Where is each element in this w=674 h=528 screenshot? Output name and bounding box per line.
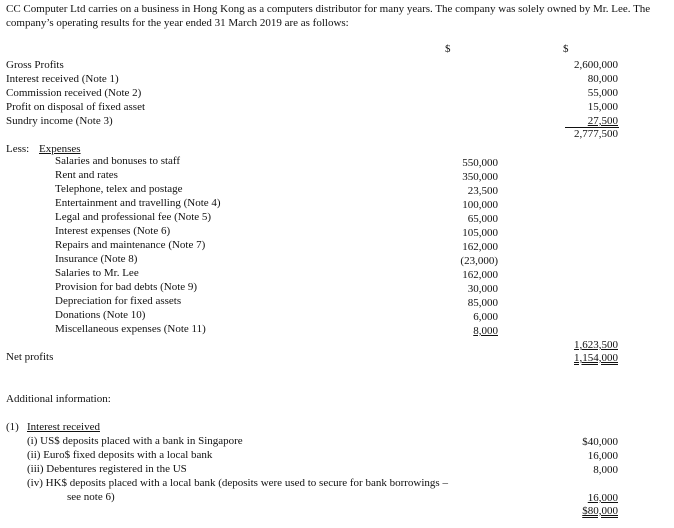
- expense-label: Salaries to Mr. Lee: [55, 267, 139, 279]
- expense-amount: 6,000: [473, 311, 498, 323]
- expense-label: Legal and professional fee (Note 5): [55, 211, 212, 223]
- expense-amount: 162,000: [462, 269, 498, 281]
- net-profit-amount: 1,154,000: [574, 352, 618, 364]
- income-label-gross-profits: Gross Profits: [6, 59, 64, 71]
- expense-amount: 30,000: [467, 283, 498, 295]
- income-amount-sundry: 27,500: [587, 115, 618, 127]
- note1-total: $80,000: [582, 505, 618, 517]
- income-amount-gross-profits: 2,600,000: [574, 59, 618, 71]
- note1-item-amount: $40,000: [582, 436, 618, 448]
- income-label-interest-received: Interest received (Note 1): [6, 73, 119, 85]
- currency-header-col2: $: [563, 43, 569, 55]
- expense-amount: 105,000: [462, 227, 498, 239]
- net-profit-label: Net profits: [6, 351, 54, 363]
- note1-item-amount: 8,000: [593, 464, 618, 476]
- expense-label: Insurance (Note 8): [55, 253, 138, 265]
- income-label-profit-disposal: Profit on disposal of fixed asset: [6, 101, 146, 113]
- income-amount-commission: 55,000: [587, 87, 618, 99]
- income-label-commission: Commission received (Note 2): [6, 87, 142, 99]
- note1-title: Interest received: [27, 421, 100, 433]
- expense-label: Salaries and bonuses to staff: [55, 155, 181, 167]
- note1-item-label: (iii) Debentures registered in the US: [27, 463, 187, 475]
- income-label-sundry: Sundry income (Note 3): [6, 115, 113, 127]
- less-label: Less:: [6, 143, 30, 155]
- expense-amount: 550,000: [462, 157, 498, 169]
- expense-label: Miscellaneous expenses (Note 11): [55, 323, 206, 335]
- expense-amount: (23,000): [460, 255, 498, 267]
- income-total: 2,777,500: [574, 128, 618, 140]
- note1-item4-continuation: see note 6): [67, 491, 115, 503]
- note1-number: (1): [6, 421, 19, 433]
- expense-amount: 23,500: [467, 185, 498, 197]
- expense-label: Telephone, telex and postage: [55, 183, 183, 195]
- expense-label: Rent and rates: [55, 169, 118, 181]
- additional-info-heading: Additional information:: [6, 393, 111, 405]
- note1-item-label: (i) US$ deposits placed with a bank in Singapore: [27, 435, 243, 447]
- expenses-heading: Expenses: [39, 143, 81, 155]
- expense-label: Depreciation for fixed assets: [55, 295, 182, 307]
- expense-label: Provision for bad debts (Note 9): [55, 281, 198, 293]
- note1-item-label: (iv) HK$ deposits placed with a local bank (deposits were used to secure for bank borrowings –: [27, 477, 448, 489]
- income-amount-interest-received: 80,000: [587, 73, 618, 85]
- expense-label: Interest expenses (Note 6): [55, 225, 171, 237]
- expense-amount: 350,000: [462, 171, 498, 183]
- expense-amount: 8,000: [473, 325, 498, 337]
- expense-label: Entertainment and travelling (Note 4): [55, 197, 221, 209]
- expense-amount: 85,000: [467, 297, 498, 309]
- intro-paragraph: CC Computer Ltd carries on a business in Hong Kong as a computers distributor for many years. The company was solely owned by Mr. Lee. The company’s operating results for the year ended 31 March 2019 are as follows:: [6, 3, 651, 29]
- expense-label: Donations (Note 10): [55, 309, 146, 321]
- income-amount-profit-disposal: 15,000: [587, 101, 618, 113]
- expenses-total: 1,623,500: [574, 339, 618, 351]
- note1-item-amount: 16,000: [587, 450, 618, 462]
- note1-item-label: (ii) Euro$ fixed deposits with a local bank: [27, 449, 213, 461]
- currency-header-col1: $: [445, 43, 451, 55]
- expense-amount: 100,000: [462, 199, 498, 211]
- expense-amount: 65,000: [467, 213, 498, 225]
- expense-label: Repairs and maintenance (Note 7): [55, 239, 206, 251]
- expense-amount: 162,000: [462, 241, 498, 253]
- note1-item4-amount: 16,000: [587, 492, 618, 504]
